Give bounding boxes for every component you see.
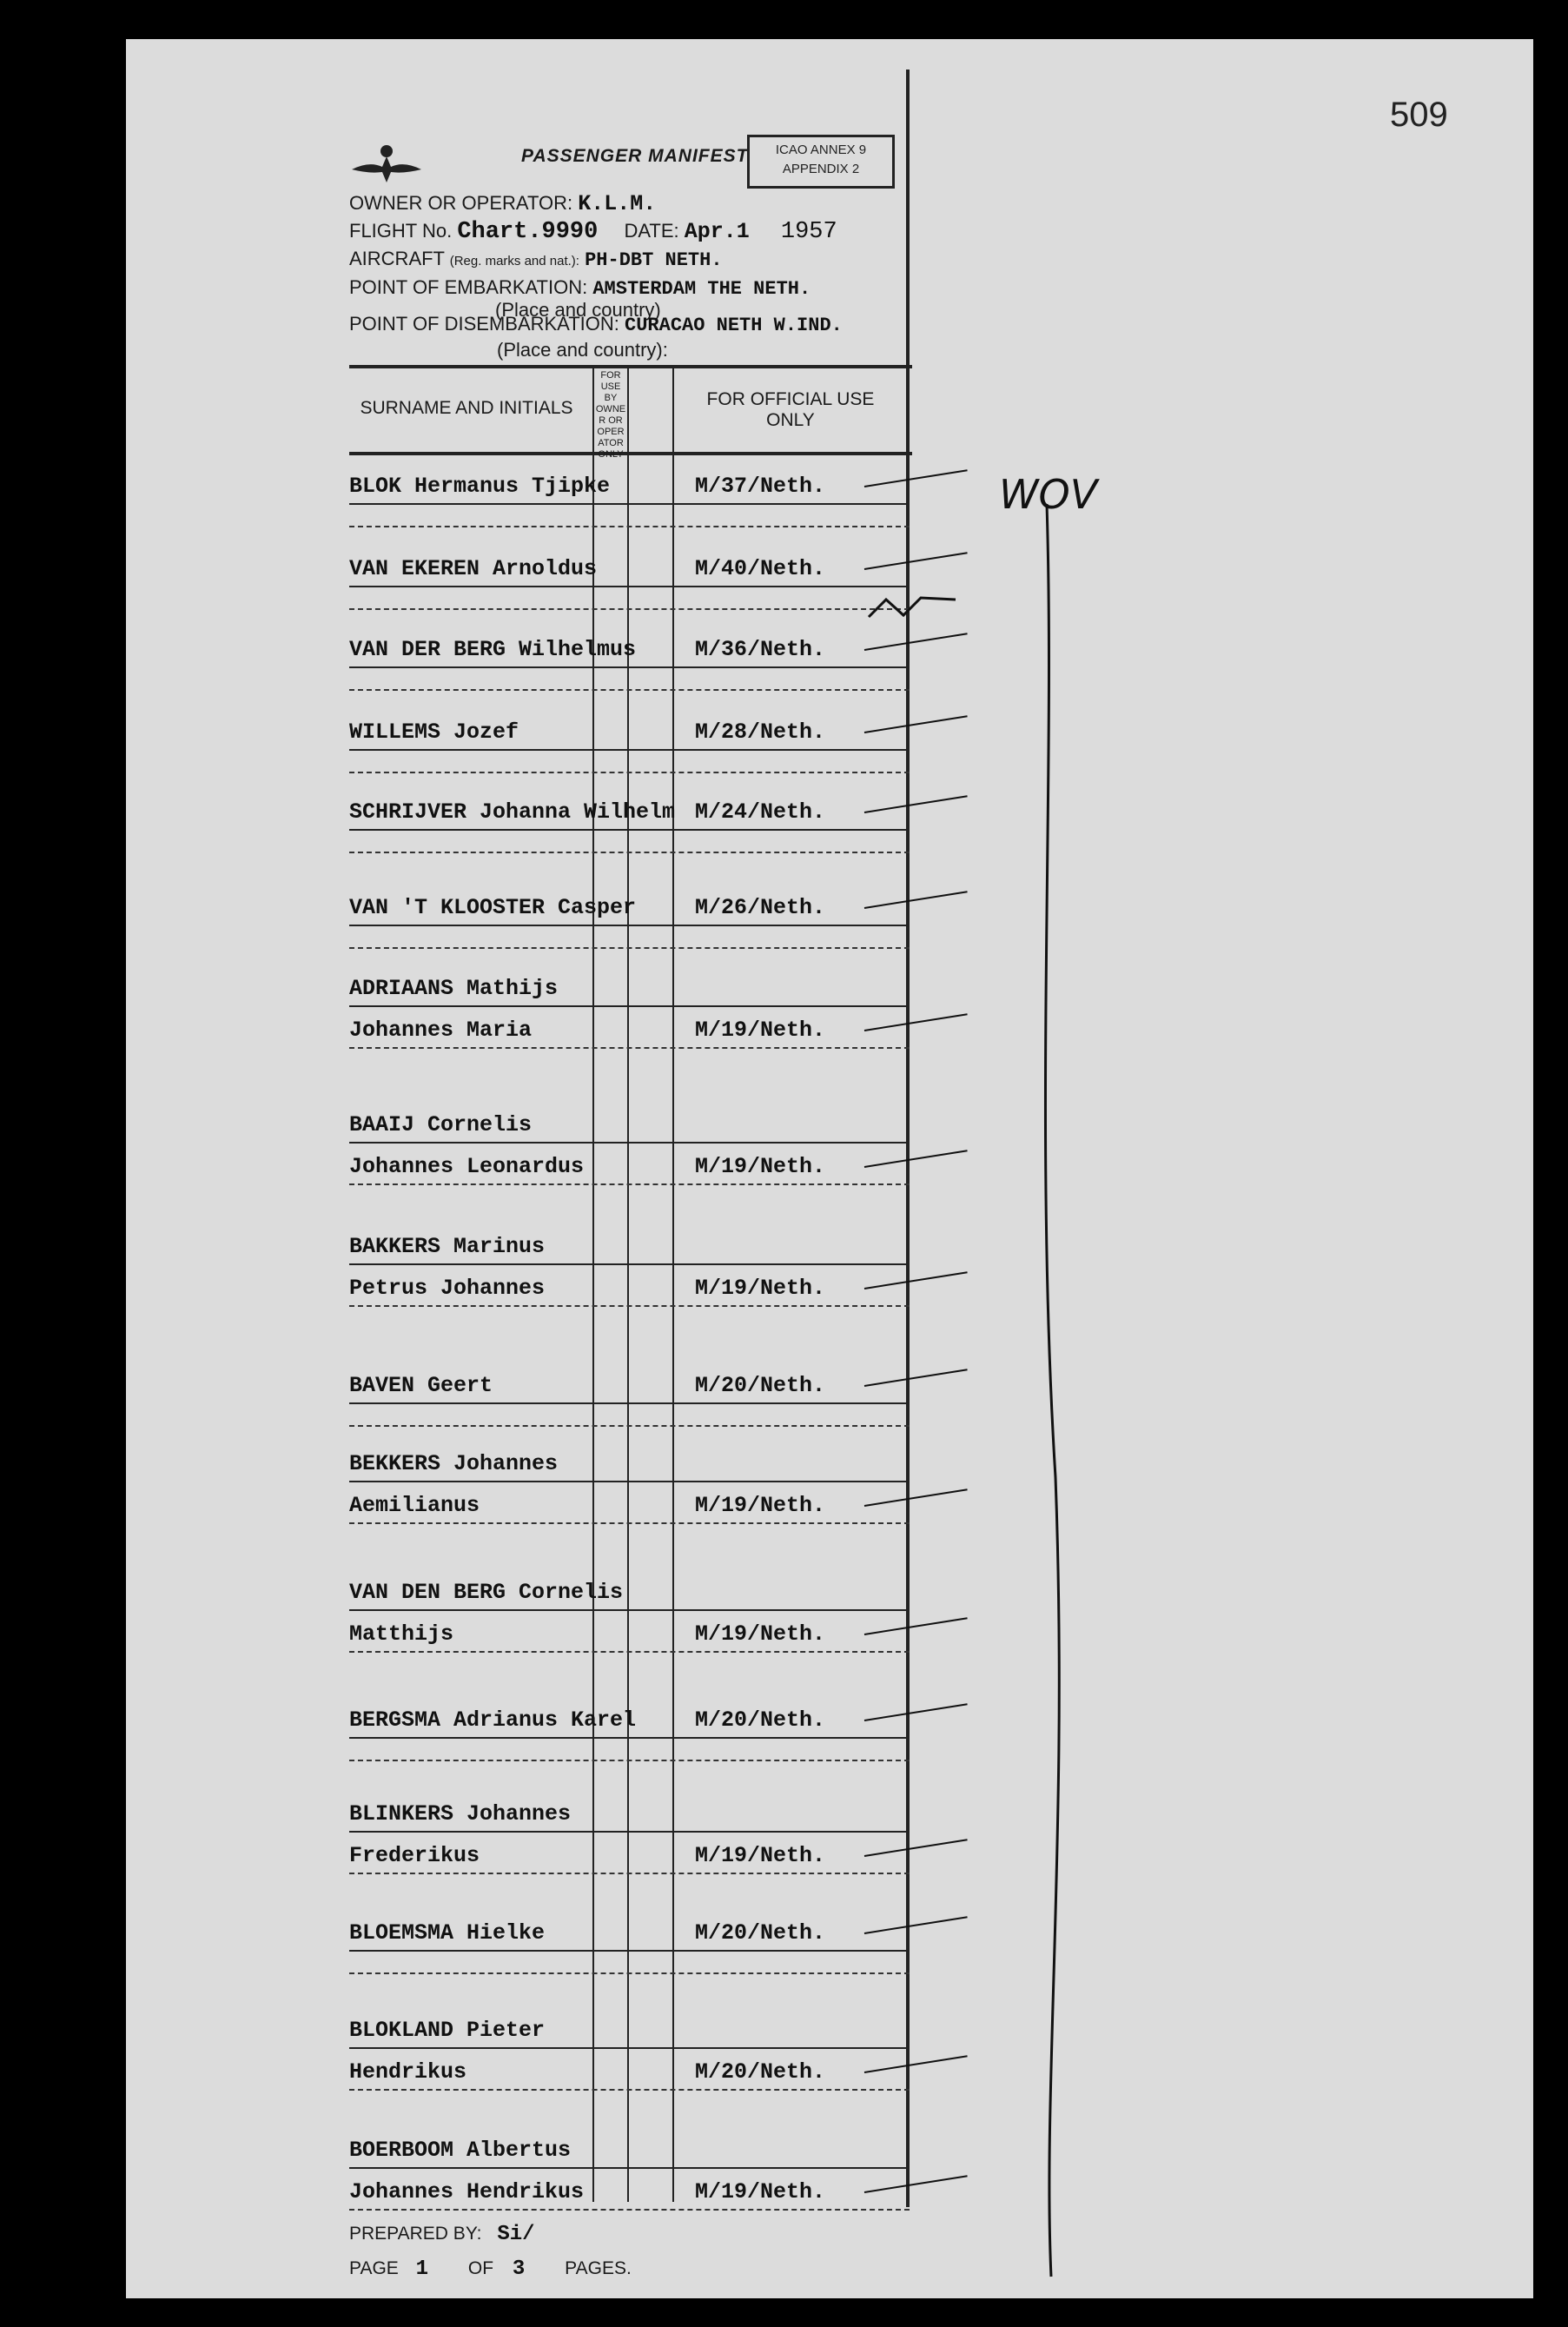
- passenger-name: BAAIJ Cornelis: [349, 1112, 533, 1137]
- passenger-name-cont: Johannes Leonardus: [349, 1154, 585, 1179]
- passenger-info: M/19/Neth.: [695, 1621, 826, 1647]
- aircraft-value: PH-DBT NETH.: [585, 249, 723, 271]
- passenger-info: M/19/Neth.: [695, 2179, 826, 2204]
- passenger-name-cont: Matthijs: [349, 1621, 454, 1647]
- passenger-info: M/20/Neth.: [695, 1707, 826, 1733]
- embark-sub: (Place and country): [495, 299, 661, 321]
- date-value: Apr.1: [684, 219, 750, 244]
- official-use-col-header: FOR OFFICIAL USE ONLY: [706, 389, 875, 430]
- passenger-info: M/37/Neth.: [695, 474, 826, 499]
- passenger-name: BLINKERS Johannes: [349, 1801, 572, 1826]
- passenger-name: VAN EKEREN Arnoldus: [349, 556, 598, 581]
- embark-value: AMSTERDAM THE NETH.: [592, 278, 811, 300]
- year-value: 1957: [780, 219, 837, 245]
- passenger-name: BAKKERS Marinus: [349, 1234, 546, 1259]
- passenger-info: M/20/Neth.: [695, 1920, 826, 1946]
- passenger-info: M/40/Neth.: [695, 556, 826, 581]
- disembark-value: CURACAO NETH W.IND.: [625, 315, 843, 336]
- page-number: 509: [1390, 96, 1448, 134]
- passenger-name: SCHRIJVER Johanna Wilhelm: [349, 799, 676, 825]
- passenger-name: BAVEN Geert: [349, 1373, 493, 1398]
- icao-line1: ICAO ANNEX 9: [775, 143, 867, 157]
- passenger-name: BLOKLAND Pieter: [349, 2018, 546, 2043]
- disembark-sub: (Place and country):: [497, 339, 668, 361]
- passenger-name-cont: Johannes Maria: [349, 1018, 533, 1043]
- passenger-info: M/28/Neth.: [695, 719, 826, 745]
- passenger-name-cont: Aemilianus: [349, 1493, 480, 1518]
- flight-value: Chart.9990: [457, 219, 599, 245]
- prepared-value: Si/: [497, 2223, 535, 2246]
- passenger-name: BERGSMA Adrianus Karel: [349, 1707, 637, 1733]
- aircraft-sub: (Reg. marks and nat.):: [449, 254, 579, 268]
- passenger-name-cont: Hendrikus: [349, 2059, 467, 2085]
- scribble-mark: [869, 598, 956, 617]
- passenger-info: M/20/Neth.: [695, 2059, 826, 2085]
- disembark-label: POINT OF DISEMBARKATION:: [349, 313, 619, 335]
- passenger-name: WILLEMS Jozef: [349, 719, 519, 745]
- of-label: OF: [467, 2258, 494, 2278]
- date-label: DATE:: [624, 220, 679, 242]
- margin-note: WOV: [999, 471, 1098, 518]
- pages-label: PAGES.: [565, 2258, 632, 2278]
- passenger-name: BOERBOOM Albertus: [349, 2138, 572, 2163]
- passenger-name: VAN DEN BERG Cornelis: [349, 1580, 624, 1605]
- passenger-info: M/24/Neth.: [695, 799, 826, 825]
- passenger-info: M/20/Neth.: [695, 1373, 826, 1398]
- passenger-name-cont: Frederikus: [349, 1843, 480, 1868]
- aircraft-label: AIRCRAFT: [349, 248, 445, 269]
- manifest-title: PASSENGER MANIFEST: [521, 146, 749, 166]
- total-pages-value: 3: [512, 2257, 526, 2281]
- passenger-info: M/26/Neth.: [695, 895, 826, 920]
- page-value: 1: [415, 2257, 429, 2281]
- prepared-label: PREPARED BY:: [349, 2224, 482, 2244]
- passenger-name: BLOK Hermanus Tjipke: [349, 474, 611, 499]
- embark-label: POINT OF EMBARKATION:: [349, 276, 588, 298]
- passenger-name: VAN DER BERG Wilhelmus: [349, 637, 637, 662]
- passenger-info: M/19/Neth.: [695, 1843, 826, 1868]
- passenger-name-cont: Johannes Hendrikus: [349, 2179, 585, 2204]
- passenger-name: ADRIAANS Mathijs: [349, 976, 559, 1001]
- owner-use-col-header: FOR USE BY OWNER OR OPERATOR ONLY: [595, 370, 626, 460]
- passenger-info: M/19/Neth.: [695, 1493, 826, 1518]
- passenger-info: M/19/Neth.: [695, 1276, 826, 1301]
- passenger-info: M/19/Neth.: [695, 1018, 826, 1043]
- passenger-name-cont: Petrus Johannes: [349, 1276, 546, 1301]
- owner-value: K.L.M.: [578, 191, 657, 216]
- passenger-name: VAN 'T KLOOSTER Casper: [349, 895, 637, 920]
- icao-line2: APPENDIX 2: [782, 162, 860, 176]
- passenger-info: M/19/Neth.: [695, 1154, 826, 1179]
- flight-label: FLIGHT No.: [349, 220, 453, 242]
- surname-col-header: SURNAME AND INITIALS: [360, 398, 573, 418]
- margin-vertical-stroke: [1045, 504, 1059, 2277]
- owner-label: OWNER OR OPERATOR:: [349, 192, 573, 214]
- passenger-name: BLOEMSMA Hielke: [349, 1920, 546, 1946]
- passenger-name: BEKKERS Johannes: [349, 1451, 559, 1476]
- passenger-info: M/36/Neth.: [695, 637, 826, 662]
- page-label: PAGE: [349, 2258, 399, 2278]
